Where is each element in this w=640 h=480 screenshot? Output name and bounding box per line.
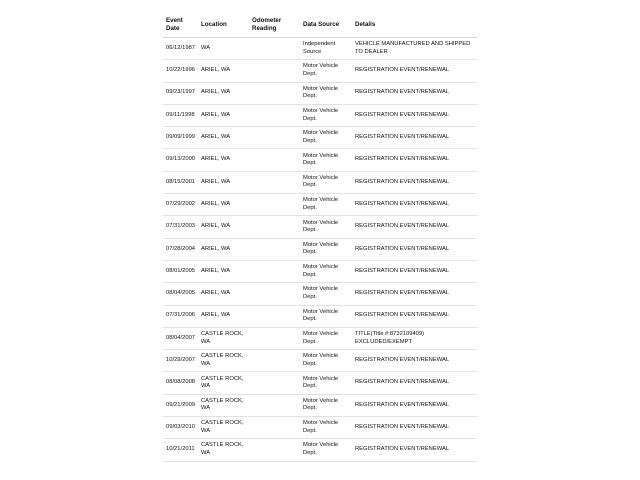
cell-details: REGISTRATION EVENT/RENEWAL (352, 60, 477, 82)
table-row (163, 283, 477, 305)
table-row (163, 171, 477, 193)
cell-details: REGISTRATION EVENT/RENEWAL (352, 127, 477, 149)
cell-data-source: Motor Vehicle Dept. (300, 127, 352, 149)
cell-details: REGISTRATION EVENT/RENEWAL (352, 394, 477, 416)
cell-details: REGISTRATION EVENT/RENEWAL (352, 372, 477, 394)
cell-odometer-reading (249, 238, 300, 260)
cell-event-date: 09/11/1998 (163, 104, 198, 126)
cell-location: CASTLE ROCK, WA (198, 394, 249, 416)
table-row (163, 372, 477, 394)
table-row (163, 417, 477, 439)
cell-data-source: Motor Vehicle Dept. (300, 216, 352, 238)
cell-event-date: 07/31/2003 (163, 216, 198, 238)
cell-odometer-reading (249, 283, 300, 305)
cell-data-source: Motor Vehicle Dept. (300, 283, 352, 305)
cell-event-date: 09/09/1999 (163, 127, 198, 149)
cell-location: ARIEL, WA (198, 238, 249, 260)
cell-location: ARIEL, WA (198, 260, 249, 282)
cell-event-date: 10/22/1996 (163, 60, 198, 82)
vehicle-history-table (163, 12, 477, 462)
cell-details: REGISTRATION EVENT/RENEWAL (352, 82, 477, 104)
table-row (163, 238, 477, 260)
cell-odometer-reading (249, 417, 300, 439)
table-row (163, 194, 477, 216)
cell-details: REGISTRATION EVENT/RENEWAL (352, 194, 477, 216)
table-row (163, 350, 477, 372)
table-row (163, 260, 477, 282)
cell-location: ARIEL, WA (198, 127, 249, 149)
cell-data-source: Motor Vehicle Dept. (300, 350, 352, 372)
cell-data-source: Motor Vehicle Dept. (300, 260, 352, 282)
cell-odometer-reading (249, 327, 300, 349)
cell-data-source: Independent Source (300, 38, 352, 60)
header-odometer-reading: Odometer Reading (249, 12, 300, 38)
cell-event-date: 08/01/2005 (163, 260, 198, 282)
cell-details: REGISTRATION EVENT/RENEWAL (352, 439, 477, 461)
cell-event-date: 07/29/2002 (163, 194, 198, 216)
cell-data-source: Motor Vehicle Dept. (300, 171, 352, 193)
cell-event-date: 08/04/2005 (163, 283, 198, 305)
cell-details: REGISTRATION EVENT/RENEWAL (352, 149, 477, 171)
header-row (163, 12, 477, 38)
table-header (163, 12, 477, 38)
cell-event-date: 08/15/2001 (163, 171, 198, 193)
cell-data-source: Motor Vehicle Dept. (300, 417, 352, 439)
cell-location: ARIEL, WA (198, 82, 249, 104)
cell-data-source: Motor Vehicle Dept. (300, 238, 352, 260)
cell-data-source: Motor Vehicle Dept. (300, 327, 352, 349)
cell-location: CASTLE ROCK, WA (198, 372, 249, 394)
cell-odometer-reading (249, 439, 300, 461)
cell-data-source: Motor Vehicle Dept. (300, 439, 352, 461)
header-details: Details (352, 12, 477, 38)
cell-event-date: 07/31/2006 (163, 305, 198, 327)
cell-location: ARIEL, WA (198, 149, 249, 171)
cell-event-date: 09/03/2010 (163, 417, 198, 439)
cell-event-date: 09/23/1997 (163, 82, 198, 104)
cell-data-source: Motor Vehicle Dept. (300, 60, 352, 82)
cell-odometer-reading (249, 216, 300, 238)
cell-details: REGISTRATION EVENT/RENEWAL (352, 238, 477, 260)
cell-details: REGISTRATION EVENT/RENEWAL (352, 171, 477, 193)
cell-data-source: Motor Vehicle Dept. (300, 305, 352, 327)
cell-location: ARIEL, WA (198, 104, 249, 126)
table-row (163, 216, 477, 238)
cell-data-source: Motor Vehicle Dept. (300, 104, 352, 126)
cell-details: REGISTRATION EVENT/RENEWAL (352, 305, 477, 327)
table-row (163, 439, 477, 461)
header-location: Location (198, 12, 249, 38)
cell-data-source: Motor Vehicle Dept. (300, 394, 352, 416)
cell-location: ARIEL, WA (198, 171, 249, 193)
table-row (163, 38, 477, 60)
header-event-date: Event Date (163, 12, 198, 38)
cell-details: REGISTRATION EVENT/RENEWAL (352, 417, 477, 439)
cell-details: REGISTRATION EVENT/RENEWAL (352, 104, 477, 126)
cell-odometer-reading (249, 171, 300, 193)
header-data-source: Data Source (300, 12, 352, 38)
cell-location: CASTLE ROCK, WA (198, 417, 249, 439)
cell-data-source: Motor Vehicle Dept. (300, 149, 352, 171)
table-body (163, 38, 477, 462)
cell-details: REGISTRATION EVENT/RENEWAL (352, 283, 477, 305)
cell-odometer-reading (249, 149, 300, 171)
cell-location: ARIEL, WA (198, 305, 249, 327)
cell-event-date: 08/04/2007 (163, 327, 198, 349)
table-row (163, 60, 477, 82)
cell-event-date: 09/13/2000 (163, 149, 198, 171)
cell-details: TITLE(Title #:8732109409) EXCLUDED/EXEMPT (352, 327, 477, 349)
cell-data-source: Motor Vehicle Dept. (300, 82, 352, 104)
cell-data-source: Motor Vehicle Dept. (300, 194, 352, 216)
cell-odometer-reading (249, 350, 300, 372)
cell-location: ARIEL, WA (198, 216, 249, 238)
cell-odometer-reading (249, 372, 300, 394)
cell-details: REGISTRATION EVENT/RENEWAL (352, 350, 477, 372)
cell-odometer-reading (249, 60, 300, 82)
cell-location: ARIEL, WA (198, 60, 249, 82)
cell-odometer-reading (249, 394, 300, 416)
cell-data-source: Motor Vehicle Dept. (300, 372, 352, 394)
cell-odometer-reading (249, 82, 300, 104)
cell-details: REGISTRATION EVENT/RENEWAL (352, 260, 477, 282)
cell-location: ARIEL, WA (198, 194, 249, 216)
cell-odometer-reading (249, 305, 300, 327)
table-row (163, 127, 477, 149)
cell-location: ARIEL, WA (198, 283, 249, 305)
table-row (163, 149, 477, 171)
cell-event-date: 06/12/1987 (163, 38, 198, 60)
table-row (163, 82, 477, 104)
cell-details: REGISTRATION EVENT/RENEWAL (352, 216, 477, 238)
table-row (163, 394, 477, 416)
cell-odometer-reading (249, 38, 300, 60)
cell-odometer-reading (249, 260, 300, 282)
cell-odometer-reading (249, 104, 300, 126)
cell-event-date: 10/29/2007 (163, 350, 198, 372)
table-row (163, 305, 477, 327)
cell-odometer-reading (249, 127, 300, 149)
cell-event-date: 09/21/2009 (163, 394, 198, 416)
cell-details: VEHICLE MANUFACTURED AND SHIPPED TO DEALER (352, 38, 477, 60)
cell-location: CASTLE ROCK, WA (198, 439, 249, 461)
cell-location: CASTLE ROCK, WA (198, 327, 249, 349)
cell-event-date: 10/21/2011 (163, 439, 198, 461)
cell-location: CASTLE ROCK, WA (198, 350, 249, 372)
table-row (163, 104, 477, 126)
cell-location: WA (198, 38, 249, 60)
table-row (163, 327, 477, 349)
cell-event-date: 07/28/2004 (163, 238, 198, 260)
cell-event-date: 08/08/2008 (163, 372, 198, 394)
cell-odometer-reading (249, 194, 300, 216)
